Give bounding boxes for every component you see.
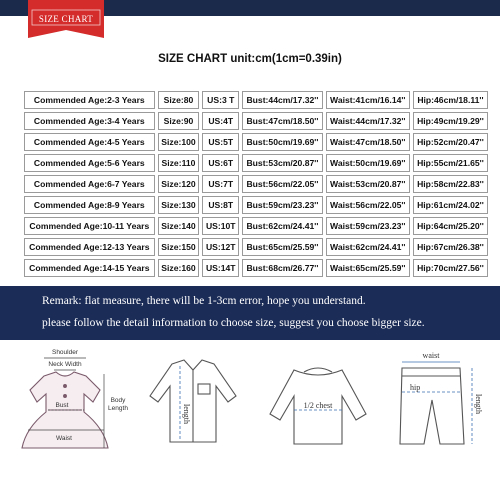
pants-illustration (380, 344, 496, 460)
shirt-outline-icon (150, 360, 236, 442)
waist-cell: Waist:41cm/16.14'' (326, 91, 410, 109)
table-row (24, 196, 488, 214)
waist-cell: Waist:62cm/24.41'' (326, 238, 410, 256)
bust-cell: Bust:50cm/19.69'' (242, 133, 323, 151)
bust-label: Bust (55, 402, 69, 409)
us-size-cell: US:6T (202, 154, 239, 172)
shirt-length-label: length (182, 404, 191, 424)
hip-cell: Hip:58cm/22.83'' (413, 175, 488, 193)
dress-illustration (4, 344, 134, 460)
age-cell: Commended Age:8-9 Years (24, 196, 155, 214)
waist-cell: Waist:50cm/19.69'' (326, 154, 410, 172)
badge-label: SIZE CHART (38, 14, 94, 24)
us-size-cell: US:7T (202, 175, 239, 193)
size-cell: Size:150 (158, 238, 200, 256)
table-row (24, 217, 488, 235)
age-cell: Commended Age:3-4 Years (24, 112, 155, 130)
us-size-cell: US:12T (202, 238, 239, 256)
table-row (24, 259, 488, 277)
neck-width-label: Neck Width (48, 361, 82, 368)
pants-waist-label: waist (422, 351, 440, 360)
size-chart-badge (28, 0, 104, 38)
bust-cell: Bust:59cm/23.23'' (242, 196, 323, 214)
size-cell: Size:80 (158, 91, 200, 109)
pants-hip-label: hip (410, 383, 421, 392)
shoulder-label: Shoulder (51, 349, 79, 356)
bust-cell: Bust:65cm/25.59'' (242, 238, 323, 256)
length-label: Length (108, 405, 128, 412)
size-cell: Size:120 (158, 175, 200, 193)
pants-length-label: length (474, 394, 483, 414)
table-row (24, 112, 488, 130)
waist-cell: Waist:53cm/20.87'' (326, 175, 410, 193)
shirt-illustration (138, 344, 248, 460)
size-table (21, 88, 491, 280)
bust-cell: Bust:56cm/22.05'' (242, 175, 323, 193)
hip-cell: Hip:67cm/26.38'' (413, 238, 488, 256)
us-size-cell: US:8T (202, 196, 239, 214)
age-cell: Commended Age:2-3 Years (24, 91, 155, 109)
age-cell: Commended Age:12-13 Years (24, 238, 155, 256)
table-row (24, 175, 488, 193)
size-cell: Size:100 (158, 133, 200, 151)
hip-cell: Hip:49cm/19.29'' (413, 112, 488, 130)
us-size-cell: US:3 T (202, 91, 239, 109)
pants-outline-icon (400, 368, 464, 444)
bust-cell: Bust:44cm/17.32'' (242, 91, 323, 109)
waist-label: Waist (55, 435, 73, 442)
waist-cell: Waist:65cm/25.59'' (326, 259, 410, 277)
table-row (24, 133, 488, 151)
hip-cell: Hip:52cm/20.47'' (413, 133, 488, 151)
size-cell: Size:90 (158, 112, 200, 130)
hip-cell: Hip:46cm/18.11'' (413, 91, 488, 109)
size-cell: Size:160 (158, 259, 200, 277)
bust-cell: Bust:53cm/20.87'' (242, 154, 323, 172)
size-cell: Size:110 (158, 154, 200, 172)
waist-cell: Waist:44cm/17.32'' (326, 112, 410, 130)
body-label: Body (110, 397, 126, 404)
waist-cell: Waist:47cm/18.50'' (326, 133, 410, 151)
us-size-cell: US:14T (202, 259, 239, 277)
hip-cell: Hip:64cm/25.20'' (413, 217, 488, 235)
hip-cell: Hip:70cm/27.56'' (413, 259, 488, 277)
bust-cell: Bust:68cm/26.77'' (242, 259, 323, 277)
age-cell: Commended Age:14-15 Years (24, 259, 155, 277)
chest-label: 1/2 chest (303, 401, 333, 410)
age-cell: Commended Age:10-11 Years (24, 217, 155, 235)
hip-cell: Hip:61cm/24.02'' (413, 196, 488, 214)
page-title: SIZE CHART unit:cm(1cm=0.39in) (158, 53, 342, 65)
age-cell: Commended Age:4-5 Years (24, 133, 155, 151)
waist-cell: Waist:59cm/23.23'' (326, 217, 410, 235)
hip-cell: Hip:55cm/21.65'' (413, 154, 488, 172)
size-cell: Size:140 (158, 217, 200, 235)
sweater-illustration (262, 344, 374, 460)
remark-line-2: please follow the detail information to choose size, suggest you choose bigger size. (42, 317, 425, 329)
us-size-cell: US:5T (202, 133, 239, 151)
bust-cell: Bust:47cm/18.50'' (242, 112, 323, 130)
age-cell: Commended Age:5-6 Years (24, 154, 155, 172)
table-row (24, 238, 488, 256)
us-size-cell: US:10T (202, 217, 239, 235)
age-cell: Commended Age:6-7 Years (24, 175, 155, 193)
size-cell: Size:130 (158, 196, 200, 214)
table-row (24, 154, 488, 172)
waist-cell: Waist:56cm/22.05'' (326, 196, 410, 214)
remark-band (0, 286, 500, 340)
remark-line-1: Remark: flat measure, there will be 1-3cm error, hope you understand. (42, 295, 366, 307)
us-size-cell: US:4T (202, 112, 239, 130)
table-row (24, 91, 488, 109)
bust-cell: Bust:62cm/24.41'' (242, 217, 323, 235)
